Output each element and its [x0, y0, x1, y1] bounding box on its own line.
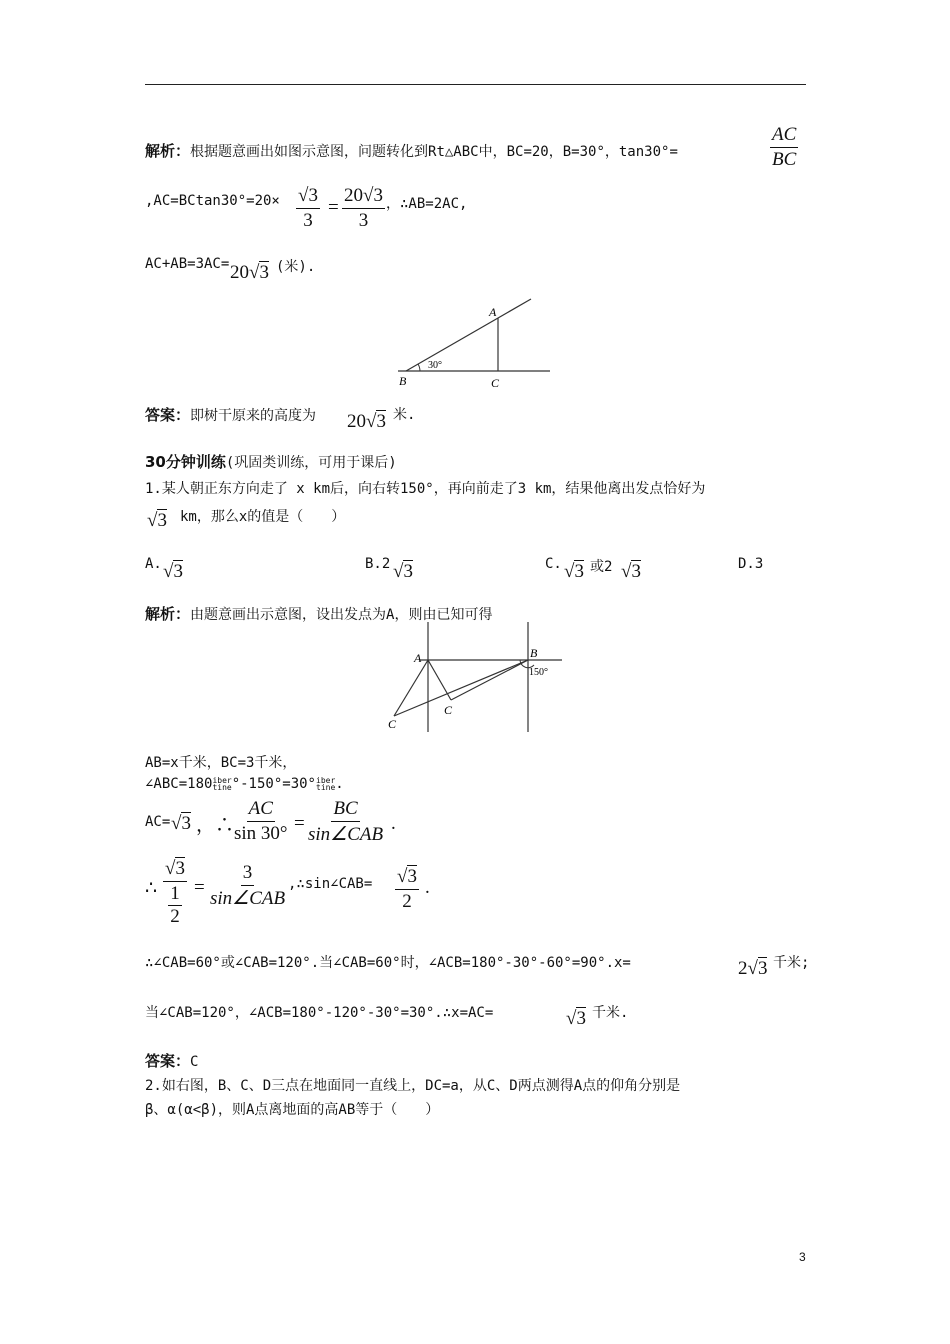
- angle-arc: [418, 364, 420, 371]
- l3-therefore: ，∴: [196, 815, 235, 836]
- frac-sqrt3-over-3: [296, 185, 320, 232]
- l4-therefore: ∴: [145, 878, 158, 899]
- l2-sub: tine: [316, 783, 336, 792]
- q1-line1: 1.某人朝正东方向走了 x km后，向右转150°，再向前走了3 km，结果他离出发点恰好为: [145, 481, 706, 497]
- line-a-c1: [394, 660, 428, 716]
- sqrt-arg: 3: [576, 1008, 586, 1029]
- figure-navigation: [380, 620, 570, 735]
- option-b-label: B.2: [365, 556, 391, 572]
- q1-sqrt3: √3: [147, 510, 167, 531]
- solution1-text: 根据题意画出如图示意图，问题转化到Rt△ABC中，BC=20，B=30°，tan30°=: [190, 144, 678, 160]
- l5-value: 2√3: [738, 958, 768, 979]
- l5-end: 千米;: [773, 955, 810, 971]
- sqrt-arg: 3: [173, 561, 183, 582]
- option-b-value: √3: [393, 561, 413, 582]
- option-c-value2: √3: [621, 561, 641, 582]
- frac-den: 3: [303, 210, 313, 231]
- l6-value: √3: [566, 1008, 586, 1029]
- label-b: B: [399, 374, 407, 388]
- q2-line2: β、α(α<β)，则A点离地面的高AB等于（ ）: [145, 1102, 440, 1118]
- solution1-line3-prefix: AC+AB=3AC=: [145, 256, 230, 272]
- coef-20: 20: [344, 185, 363, 206]
- line-a-c2: [428, 660, 451, 700]
- solution2-line2: [145, 776, 344, 792]
- hypotenuse-line: [406, 299, 531, 371]
- label-angle: 30°: [428, 360, 442, 371]
- sqrt-arg: 3: [631, 561, 641, 582]
- frac-num: AC: [247, 798, 275, 822]
- half-num: 1: [170, 883, 180, 904]
- l2-sup: iber: [212, 776, 232, 785]
- frac-den-half: [166, 882, 184, 928]
- solution2-line6: 当∠CAB=120°，∠ACB=180°-120°-30°=30°.∴x=AC=: [145, 1005, 494, 1021]
- label-b: B: [530, 646, 538, 660]
- frac-den: sin∠CAB: [210, 888, 286, 909]
- frac-bc-sincab: [306, 798, 385, 846]
- coef-20: 20: [230, 262, 249, 283]
- solution2-intro-text: 由题意画出示意图，设出发点为A，则由已知可得: [190, 607, 493, 623]
- l3-sqrt3: √3: [171, 813, 191, 834]
- answer1-value: 20√3: [347, 411, 386, 432]
- frac-den: 3: [358, 210, 369, 231]
- line-c2-b: [451, 660, 528, 700]
- frac-den: sin 30°: [234, 823, 288, 844]
- sqrt-arg: 3: [376, 411, 386, 432]
- answer2-label: 答案：: [145, 1052, 191, 1070]
- option-c-mid: 或2: [590, 559, 613, 575]
- sqrt-arg: 3: [403, 561, 413, 582]
- l4-end: .: [425, 877, 430, 898]
- frac-20sqrt3-over-3: [342, 185, 385, 232]
- frac-num: 3: [241, 862, 255, 886]
- solution2-line3-prefix: AC=: [145, 814, 171, 830]
- coef-2: 2: [738, 958, 748, 979]
- label-c1: C: [388, 717, 397, 731]
- option-c-label: C.: [545, 556, 562, 572]
- answer2-line: [145, 1050, 198, 1071]
- page-number: 3: [799, 1250, 806, 1264]
- option-d-label: D.3: [738, 556, 764, 572]
- half-den: 2: [170, 906, 180, 927]
- frac-num-sqrt: √3: [296, 185, 320, 209]
- sqrt-arg: 3: [373, 185, 383, 206]
- solution1-line3-suffix: (米).: [276, 259, 316, 275]
- sqrt-arg: 3: [181, 813, 191, 834]
- l2-sub: tine: [212, 783, 232, 792]
- sqrt-arg: 3: [308, 185, 318, 206]
- label-c: C: [491, 376, 500, 390]
- frac-num: √3: [395, 866, 419, 890]
- twenty-sqrt3: 20√3: [230, 262, 269, 283]
- l4-mid: ,∴sin∠CAB=: [288, 876, 373, 892]
- solution1-line2-suffix: ，∴AB=2AC,: [386, 196, 468, 212]
- frac-den: sin∠CAB: [308, 824, 384, 845]
- frac-sqrt3-over-2: [395, 866, 419, 913]
- frac-den: 2: [402, 891, 412, 912]
- sqrt-arg: 3: [574, 561, 584, 582]
- answer1-unit: 米.: [393, 407, 416, 423]
- sqrt-arg: 3: [757, 958, 768, 979]
- line-c1-b: [394, 660, 528, 716]
- option-a-label: A.: [145, 556, 162, 572]
- l2-end: .: [335, 776, 344, 792]
- sqrt-arg: 3: [407, 866, 417, 887]
- solution1-line1: [145, 140, 678, 161]
- l2-artifact2: [316, 777, 335, 791]
- answer1-text: 即树干原来的高度为: [190, 408, 317, 424]
- frac-num-sqrt3: √3: [163, 858, 187, 882]
- solution1-line2-prefix: ,AC=BCtan30°=20×: [145, 193, 280, 209]
- q1-line2: km，那么x的值是（ ）: [180, 509, 346, 525]
- solution2-line1: AB=x千米，BC=3千米，: [145, 755, 297, 771]
- frac-num: BC: [331, 798, 359, 822]
- equals-sign: =: [194, 877, 205, 898]
- option-a-value: √3: [163, 561, 183, 582]
- frac-denominator: BC: [772, 149, 797, 170]
- sqrt-arg: 3: [175, 858, 185, 879]
- answer2-text: C: [190, 1054, 199, 1070]
- l2-part-b: °-150°=30°: [231, 776, 316, 792]
- section-title: 30分钟训练: [145, 453, 226, 471]
- frac-sqrt3-over-half: [163, 858, 187, 928]
- equals-sign: =: [294, 813, 305, 834]
- section-header: [145, 451, 397, 472]
- option-c-value1: √3: [564, 561, 584, 582]
- solution1-label: 解析：: [145, 142, 191, 160]
- header-rule: [145, 84, 806, 85]
- answer1-line: [145, 404, 316, 425]
- label-a: A: [414, 651, 422, 665]
- equals-sign: =: [328, 197, 339, 218]
- coef-20: 20: [347, 411, 366, 432]
- label-a: A: [489, 305, 497, 319]
- figure-triangle-abc: [390, 292, 560, 392]
- frac-3-sincab: [208, 862, 287, 910]
- frac-num-20sqrt3: 20√3: [342, 185, 385, 209]
- label-c2: C: [444, 703, 453, 717]
- section-subtitle: (巩固类训练，可用于课后): [225, 455, 397, 471]
- solution2-line5: ∴∠CAB=60°或∠CAB=120°.当∠CAB=60°时，∠ACB=180°-30°-60°=90°.x=: [145, 955, 631, 971]
- l6-end: 千米.: [592, 1005, 629, 1021]
- l2-part-a: ∠ABC=180: [145, 776, 213, 792]
- answer1-label: 答案：: [145, 406, 191, 424]
- l2-sup: iber: [316, 776, 336, 785]
- l3-end: .: [391, 813, 396, 834]
- sqrt-arg: 3: [157, 510, 167, 531]
- frac-numerator: AC: [770, 124, 798, 148]
- frac-ac-bc: [770, 124, 798, 171]
- l2-artifact: [212, 777, 231, 791]
- solution2-label: 解析：: [145, 605, 191, 623]
- sqrt-arg: 3: [259, 262, 269, 283]
- label-angle-150: 150°: [529, 667, 548, 678]
- frac-ac-sin30: [232, 798, 290, 845]
- q2-line1: 2.如右图，B、C、D三点在地面同一直线上，DC=a，从C、D两点测得A点的仰角分别是: [145, 1078, 681, 1094]
